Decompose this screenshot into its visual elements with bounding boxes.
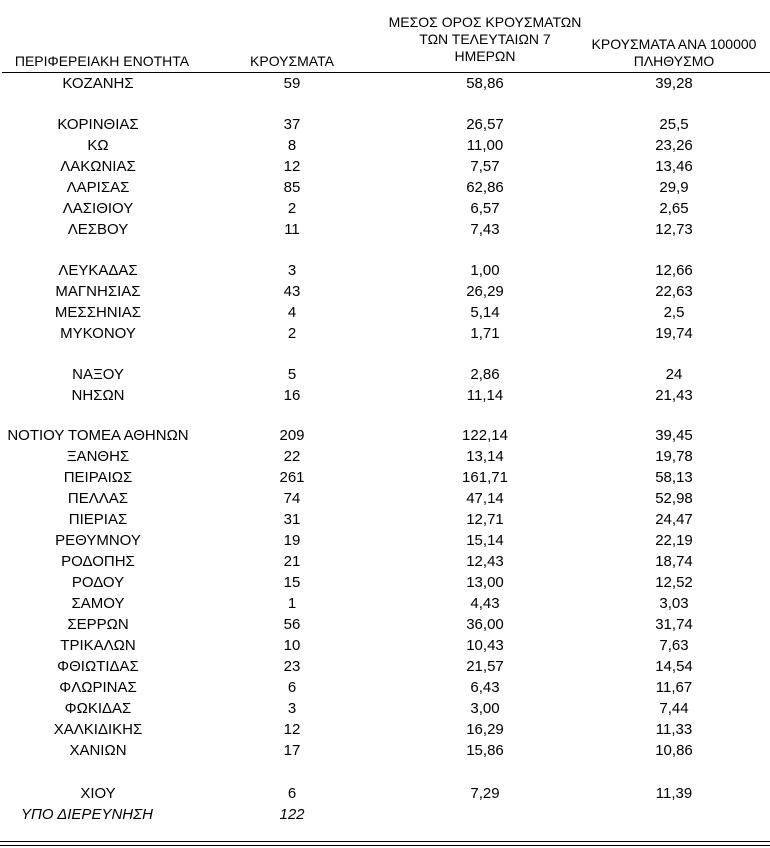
rate-cell: 22,19 — [655, 532, 693, 549]
cases-cell: 261 — [279, 469, 305, 486]
average-cell: 62,86 — [466, 179, 504, 196]
rate-cell: 11,67 — [655, 679, 693, 696]
average-cell: 36,00 — [466, 616, 504, 633]
rate-cell: 2,65 — [659, 200, 689, 217]
table-row — [0, 614, 770, 635]
rate-cell: 7,44 — [659, 700, 689, 717]
header-rate — [578, 36, 770, 70]
average-cell: 47,14 — [466, 490, 504, 507]
rate-cell: 10,86 — [655, 742, 693, 759]
table-row — [0, 323, 770, 344]
table-row — [0, 425, 770, 446]
average-cell: 13,14 — [466, 448, 504, 465]
table-row — [0, 198, 770, 219]
header-average-line-1: ΜΕΣΟΣ ΟΡΟΣ ΚΡΟΥΣΜΑΤΩΝ — [388, 14, 582, 30]
rate-cell: 12,73 — [655, 221, 693, 238]
average-cell: 7,43 — [470, 221, 500, 238]
area-cell: ΧΙΟΥ — [80, 785, 116, 802]
table-row — [0, 177, 770, 198]
header-rate-line-1: ΚΡΟΥΣΜΑΤΑ ΑΝΑ 100000 — [591, 36, 757, 52]
rate-cell: 31,74 — [655, 616, 693, 633]
table-row — [0, 551, 770, 572]
cases-cell: 22 — [283, 448, 301, 465]
rate-cell: 18,74 — [655, 553, 693, 570]
area-cell: ΛΕΣΒΟΥ — [67, 221, 129, 238]
average-cell: 6,43 — [470, 679, 500, 696]
header-cases-label: ΚΡΟΥΣΜΑΤΑ — [250, 53, 334, 69]
area-cell: ΚΟΖΑΝΗΣ — [62, 75, 134, 92]
area-cell: ΛΑΚΩΝΙΑΣ — [60, 158, 136, 175]
average-cell: 4,43 — [470, 595, 500, 612]
rate-cell: 19,74 — [655, 325, 693, 342]
average-cell: 7,29 — [470, 785, 500, 802]
area-cell: ΠΙΕΡΙΑΣ — [68, 511, 128, 528]
average-cell: 3,00 — [470, 700, 500, 717]
average-cell: 12,43 — [466, 553, 504, 570]
average-cell: 15,86 — [466, 742, 504, 759]
area-cell: ΛΑΣΙΘΙΟΥ — [62, 200, 134, 217]
table-row — [0, 677, 770, 698]
cases-cell: 56 — [283, 616, 301, 633]
area-cell: ΡΟΔΟΥ — [71, 574, 125, 591]
area-cell: ΚΩ — [87, 137, 109, 154]
average-cell: 1,00 — [470, 262, 500, 279]
cases-cell: 4 — [287, 304, 297, 321]
bottom-border-1 — [0, 841, 770, 842]
table-row — [0, 698, 770, 719]
cases-cell: 3 — [287, 700, 297, 717]
cases-cell: 59 — [283, 75, 301, 92]
cases-cell: 15 — [283, 574, 301, 591]
cases-cell: 6 — [287, 679, 297, 696]
area-cell: ΝΑΞΟΥ — [72, 366, 124, 383]
rate-cell: 12,66 — [655, 262, 693, 279]
average-cell: 6,57 — [470, 200, 500, 217]
cases-cell: 12 — [283, 158, 301, 175]
table-row — [0, 719, 770, 740]
table-row — [0, 302, 770, 323]
rate-cell: 14,54 — [655, 658, 693, 675]
area-cell: ΝΗΣΩΝ — [71, 387, 125, 404]
table-row — [0, 281, 770, 302]
area-cell: ΦΩΚΙΔΑΣ — [64, 700, 132, 717]
average-cell: 26,29 — [466, 283, 504, 300]
rate-cell: 11,39 — [655, 785, 693, 802]
header-average-line-2: ΤΩΝ ΤΕΛΕΥΤΑΙΩΝ 7 — [419, 31, 551, 47]
cases-cell: 5 — [287, 366, 297, 383]
average-cell: 11,00 — [466, 137, 504, 154]
area-cell: ΛΕΥΚΑΔΑΣ — [58, 262, 138, 279]
average-cell: 7,57 — [470, 158, 500, 175]
rate-cell: 52,98 — [655, 490, 693, 507]
table-row — [0, 740, 770, 761]
table-row — [0, 467, 770, 488]
cases-cell: 17 — [283, 742, 301, 759]
average-cell: 122,14 — [462, 427, 508, 444]
area-cell: ΡΟΔΟΠΗΣ — [61, 553, 135, 570]
average-cell: 21,57 — [466, 658, 504, 675]
rate-cell: 3,03 — [659, 595, 689, 612]
cases-cell: 74 — [283, 490, 301, 507]
table-row — [0, 135, 770, 156]
area-cell: ΜΕΣΣΗΝΙΑΣ — [54, 304, 142, 321]
rate-cell: 2,5 — [663, 304, 685, 321]
average-cell: 13,00 — [466, 574, 504, 591]
header-rate-line-2: ΠΛΗΘΥΣΜΟ — [633, 53, 715, 69]
average-cell: 5,14 — [470, 304, 500, 321]
header-area — [2, 53, 202, 70]
cases-cell: 19 — [283, 532, 301, 549]
cases-cell: 122 — [279, 806, 305, 823]
cases-cell: 16 — [283, 387, 301, 404]
table-row — [0, 219, 770, 240]
area-cell: ΦΘΙΩΤΙΔΑΣ — [57, 658, 139, 675]
rate-cell: 58,13 — [655, 469, 693, 486]
table-row — [0, 509, 770, 530]
table-row — [0, 572, 770, 593]
average-cell: 16,29 — [466, 721, 504, 738]
area-cell: ΡΕΘΥΜΝΟΥ — [55, 532, 141, 549]
average-cell: 12,71 — [466, 511, 504, 528]
area-cell: ΥΠΟ ΔΙΕΡΕΥΝΗΣΗ — [21, 806, 153, 823]
rate-cell — [578, 804, 770, 825]
table-row — [0, 114, 770, 135]
area-cell: ΣΑΜΟΥ — [71, 595, 125, 612]
table-row — [0, 73, 770, 94]
area-cell: ΜΥΚΟΝΟΥ — [60, 325, 136, 342]
header-average-line-3: ΗΜΕΡΩΝ — [454, 48, 516, 64]
area-cell: ΧΑΛΚΙΔΙΚΗΣ — [53, 721, 143, 738]
rate-cell: 12,52 — [655, 574, 693, 591]
average-cell: 1,71 — [470, 325, 500, 342]
area-cell: ΜΑΓΝΗΣΙΑΣ — [55, 283, 141, 300]
area-cell: ΠΕΛΛΑΣ — [67, 490, 129, 507]
rate-cell: 7,63 — [659, 637, 689, 654]
table-row — [0, 446, 770, 467]
table-row — [0, 783, 770, 804]
rate-cell: 25,5 — [659, 116, 689, 133]
table-row — [0, 488, 770, 509]
cases-cell: 6 — [287, 785, 297, 802]
header-cases — [232, 53, 352, 70]
cases-cell: 12 — [283, 721, 301, 738]
average-cell — [380, 804, 590, 825]
cases-cell: 10 — [283, 637, 301, 654]
average-cell: 2,86 — [470, 366, 500, 383]
rate-cell: 39,45 — [655, 427, 693, 444]
rate-cell: 11,33 — [655, 721, 693, 738]
area-cell: ΤΡΙΚΑΛΩΝ — [60, 637, 136, 654]
area-cell: ΧΑΝΙΩΝ — [69, 742, 127, 759]
area-cell: ΠΕΙΡΑΙΩΣ — [63, 469, 133, 486]
table-row — [0, 260, 770, 281]
table-row — [0, 635, 770, 656]
header-area-label: ΠΕΡΙΦΕΡΕΙΑΚΗ ΕΝΟΤΗΤΑ — [14, 53, 190, 69]
average-cell: 11,14 — [466, 387, 504, 404]
table-row — [0, 385, 770, 406]
area-cell: ΦΛΩΡΙΝΑΣ — [59, 679, 137, 696]
table-row — [0, 364, 770, 385]
cases-cell: 8 — [287, 137, 297, 154]
table-row — [0, 530, 770, 551]
average-cell: 58,86 — [466, 75, 504, 92]
area-cell: ΛΑΡΙΣΑΣ — [66, 179, 130, 196]
cases-cell: 31 — [283, 511, 301, 528]
rate-cell: 21,43 — [655, 387, 693, 404]
header-average — [380, 14, 590, 65]
area-cell: ΣΕΡΡΩΝ — [67, 616, 129, 633]
cases-cell: 85 — [283, 179, 301, 196]
cases-cell: 37 — [283, 116, 301, 133]
rate-cell: 13,46 — [655, 158, 693, 175]
cases-cell: 209 — [279, 427, 305, 444]
area-cell: ΝΟΤΙΟΥ ΤΟΜΕΑ ΑΘΗΝΩΝ — [7, 427, 189, 444]
table-row — [0, 156, 770, 177]
rate-cell: 19,78 — [655, 448, 693, 465]
cases-cell: 11 — [284, 221, 300, 238]
bottom-border-2 — [0, 845, 770, 846]
average-cell: 161,71 — [462, 469, 508, 486]
average-cell: 10,43 — [466, 637, 504, 654]
cases-cell: 23 — [283, 658, 301, 675]
rate-cell: 22,63 — [655, 283, 693, 300]
table-row — [0, 593, 770, 614]
area-cell: ΚΟΡΙΝΘΙΑΣ — [57, 116, 139, 133]
cases-cell: 43 — [283, 283, 301, 300]
cases-cell: 2 — [287, 325, 297, 342]
average-cell: 15,14 — [466, 532, 504, 549]
cases-cell: 21 — [283, 553, 301, 570]
table-row — [0, 656, 770, 677]
average-cell: 26,57 — [466, 116, 504, 133]
cases-cell: 2 — [287, 200, 297, 217]
rate-cell: 29,9 — [659, 179, 689, 196]
table-row — [0, 804, 770, 825]
area-cell: ΞΑΝΘΗΣ — [66, 448, 130, 465]
rate-cell: 39,28 — [655, 75, 693, 92]
cases-cell: 3 — [287, 262, 297, 279]
rate-cell: 24,47 — [655, 511, 693, 528]
cases-cell: 1 — [287, 595, 297, 612]
rate-cell: 23,26 — [655, 137, 693, 154]
rate-cell: 24 — [665, 366, 683, 383]
